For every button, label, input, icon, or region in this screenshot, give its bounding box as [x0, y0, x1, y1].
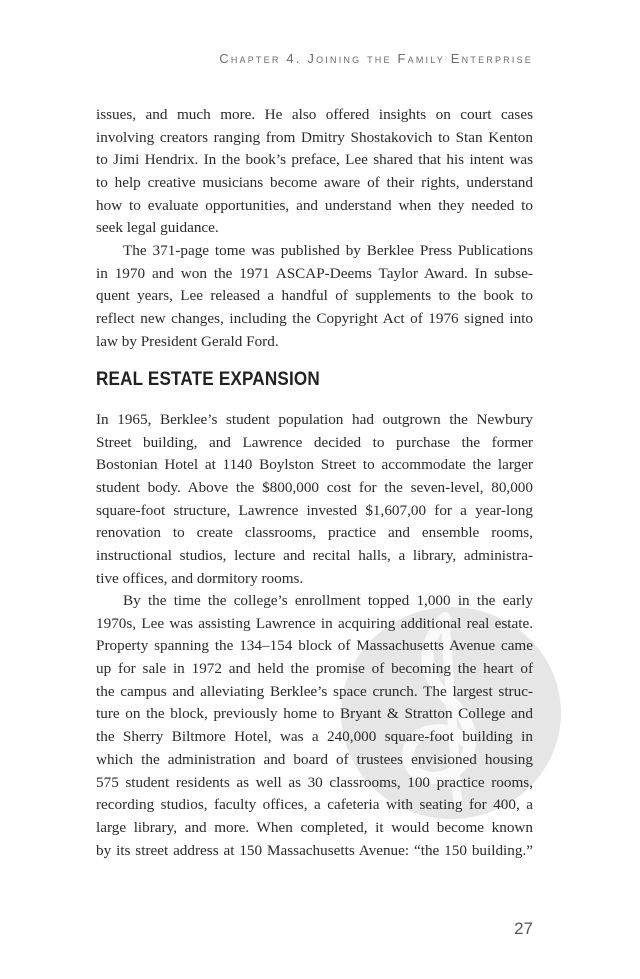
text-line: involving creators ranging from Dmitry Shostakovich to Stan Kenton — [96, 128, 533, 146]
text-line: to help creative musicians become aware of their rights, understand — [96, 174, 533, 192]
text-line: quent years, Lee released a handful of supplements to the book to — [96, 287, 533, 305]
text-line: reflect new changes, including the Copyright Act of 1976 signed into — [96, 310, 533, 328]
text-line: 1970s, Lee was assisting Lawrence in acquiring additional real estate. — [96, 614, 533, 632]
text-line: which the administration and board of trustees envisioned housing — [96, 750, 533, 768]
text-line: student body. Above the $800,000 cost for the seven-level, 80,000 — [96, 479, 533, 497]
text-line: instructional studios, lecture and recital halls, a library, administra- — [96, 547, 533, 565]
text-line: in 1970 and won the 1971 ASCAP-Deems Taylor Award. In subse- — [96, 264, 533, 282]
text-line: recording studios, faculty offices, a cafeteria with seating for 400, a — [96, 796, 533, 814]
paragraph-1 — [96, 104, 533, 240]
text-line: to Jimi Hendrix. In the book’s preface, Lee shared that his intent was — [96, 151, 533, 169]
text-line: renovation to create classrooms, practice and ensemble rooms, — [96, 524, 533, 542]
text-line: tive offices, and dormitory rooms. — [96, 569, 304, 587]
text-line: Bostonian Hotel at 1140 Boylston Street to accommodate the larger — [96, 456, 533, 474]
text-line: square-foot structure, Lawrence invested $1,607,00 for a year-long — [96, 501, 533, 519]
text-line: In 1965, Berklee’s student population had outgrown the Newbury — [96, 411, 533, 428]
text-line: the Sherry Biltmore Hotel, was a 240,000 square-foot building in — [96, 728, 533, 746]
running-head: Chapter 4. Joining the Family Enterprise — [219, 51, 533, 66]
text-line: The 371-page tome was published by Berklee Press Publications — [123, 242, 533, 259]
text-line: seek legal guidance. — [96, 219, 219, 237]
paragraph-2 — [96, 240, 533, 353]
paragraph-4 — [96, 590, 533, 862]
text-line: 575 student residents as well as 30 classrooms, 100 practice rooms, — [96, 773, 533, 791]
text-line: Street building, and Lawrence decided to purchase the former — [96, 433, 533, 451]
text-line: by its street address at 150 Massachusetts Avenue: “the 150 building.” — [96, 841, 533, 859]
text-line: ture on the block, previously home to Bryant & Stratton College and — [96, 705, 533, 723]
text-line: how to evaluate opportunities, and understand when they needed to — [96, 196, 533, 214]
text-line: By the time the college’s enrollment topped 1,000 in the early — [123, 592, 533, 609]
paragraph-3 — [96, 409, 533, 591]
text-line: large library, and more. When completed, it would become known — [96, 818, 533, 836]
section-heading: REAL ESTATE EXPANSION — [96, 369, 320, 390]
text-line: up for sale in 1972 and held the promise of becoming the heart of — [96, 660, 533, 678]
text-line: Property spanning the 134–154 block of Massachusetts Avenue came — [96, 637, 533, 655]
page-number: 27 — [514, 919, 533, 938]
text-line: law by President Gerald Ford. — [96, 332, 279, 350]
text-line: issues, and much more. He also offered insights on court cases — [96, 106, 533, 123]
text-line: the campus and alleviating Berklee’s space crunch. The largest struc- — [96, 682, 533, 700]
